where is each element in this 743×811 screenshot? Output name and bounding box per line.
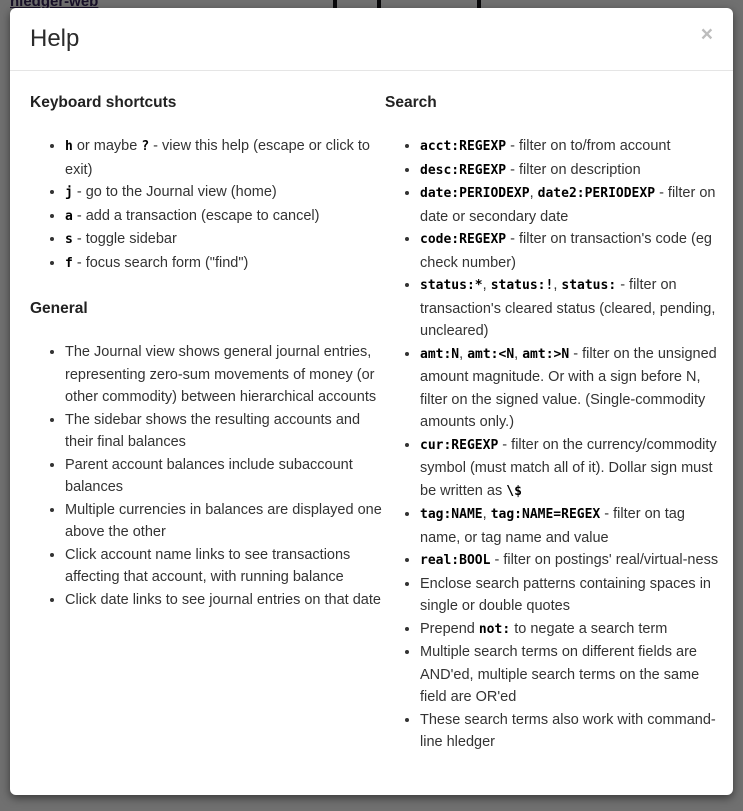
text-run: , bbox=[553, 277, 562, 293]
text-run: - go to the Journal view (home) bbox=[72, 184, 277, 200]
text-run: Click account name links to see transactions affecting that account, with running balance bbox=[65, 546, 351, 585]
text-run: to negate a search term bbox=[510, 620, 668, 637]
text-run: - view this help (escape or click to exit) bbox=[65, 138, 370, 178]
list-item bbox=[65, 544, 385, 589]
code-span: h bbox=[65, 139, 73, 154]
code-span: date2:PERIODEXP bbox=[537, 186, 656, 201]
text-run: - filter on to/from account bbox=[506, 138, 671, 154]
text-run: , bbox=[529, 185, 538, 201]
close-icon[interactable]: × bbox=[697, 22, 717, 47]
help-list bbox=[30, 135, 385, 275]
code-span: \$ bbox=[506, 483, 522, 499]
text-run: The Journal view shows general journal entries, representing zero-sum movements of money (or other commodity) between hierarchical accounts bbox=[65, 344, 377, 405]
code-span: a bbox=[65, 208, 73, 224]
list-item bbox=[420, 709, 721, 754]
text-run: Enclose search patterns containing spaces in single or double quotes bbox=[420, 575, 711, 614]
list-item bbox=[420, 182, 721, 228]
text-run: Multiple search terms on different fields are AND'ed, multiple search terms on the same field are OR'ed bbox=[420, 644, 700, 705]
list-item bbox=[420, 228, 721, 274]
list-item bbox=[65, 181, 385, 205]
list-item bbox=[420, 503, 721, 549]
text-run: Click date links to see journal entries on that date bbox=[65, 591, 381, 608]
text-run: - filter on date or secondary date bbox=[420, 185, 716, 225]
list-item bbox=[65, 228, 385, 252]
text-run: Multiple currencies in balances are displayed one above the other bbox=[65, 501, 382, 540]
list-item bbox=[420, 159, 721, 183]
text-run: - toggle sidebar bbox=[72, 231, 177, 247]
list-item bbox=[420, 343, 721, 434]
code-span: cur:REGEXP bbox=[420, 437, 499, 453]
code-span: date:PERIODEXP bbox=[420, 186, 530, 201]
help-list bbox=[30, 341, 385, 611]
list-item bbox=[65, 409, 385, 454]
text-run: - focus search form ("find") bbox=[72, 254, 249, 271]
list-item bbox=[65, 135, 385, 181]
text-run: - filter on postings' real/virtual-ness bbox=[490, 552, 719, 568]
text-run: , bbox=[482, 506, 491, 522]
code-span: desc:REGEXP bbox=[420, 162, 507, 178]
text-run: - filter on transaction's code (eg check number) bbox=[420, 231, 712, 271]
code-span: ? bbox=[141, 139, 150, 154]
code-span: status:! bbox=[490, 278, 554, 293]
list-item bbox=[420, 573, 721, 618]
code-span: tag:NAME=REGEX bbox=[490, 507, 601, 522]
code-span: s bbox=[65, 232, 73, 247]
code-span: tag:NAME bbox=[420, 507, 483, 522]
text-run: - filter on the unsigned amount magnitude. Or with a sign before N, filter on the signed value. (Single-commodity amounts only.) bbox=[420, 345, 717, 430]
text-run: - filter on the currency/commodity symbol (must match all of it). Dollar sign must be written as bbox=[420, 436, 717, 499]
code-span: not: bbox=[478, 621, 511, 637]
list-item bbox=[420, 434, 721, 504]
list-item bbox=[420, 618, 721, 642]
text-run: - add a transaction (escape to cancel) bbox=[72, 207, 320, 224]
list-item bbox=[65, 589, 385, 612]
help-list bbox=[385, 135, 721, 754]
code-span: amt:N bbox=[420, 346, 460, 362]
list-item bbox=[420, 135, 721, 159]
text-run: , bbox=[459, 345, 468, 362]
list-item bbox=[420, 274, 721, 343]
code-span: status:* bbox=[420, 278, 483, 293]
code-span: f bbox=[65, 255, 73, 271]
code-span: status: bbox=[561, 278, 617, 293]
text-run: - filter on transaction's cleared status (cleared, pending, uncleared) bbox=[420, 277, 716, 339]
section-heading: General bbox=[30, 300, 88, 317]
text-run: , bbox=[482, 277, 491, 293]
section-heading: Keyboard shortcuts bbox=[30, 94, 177, 111]
list-item bbox=[420, 641, 721, 709]
list-item bbox=[65, 252, 385, 276]
text-run: - filter on tag name, or tag name and value bbox=[420, 506, 685, 546]
text-run: , bbox=[514, 345, 523, 362]
code-span: j bbox=[65, 185, 73, 200]
modal-column-left bbox=[30, 91, 385, 611]
modal-title: Help bbox=[30, 25, 80, 52]
text-run: Parent account balances include subaccount balances bbox=[65, 456, 353, 495]
text-run: Prepend bbox=[420, 620, 479, 637]
list-item bbox=[420, 549, 721, 573]
code-span: amt:>N bbox=[522, 346, 570, 362]
code-span: acct:REGEXP bbox=[420, 139, 507, 154]
code-span: code:REGEXP bbox=[420, 232, 507, 247]
help-modal bbox=[10, 8, 733, 795]
code-span: real:BOOL bbox=[420, 553, 491, 568]
text-run: The sidebar shows the resulting accounts and their final balances bbox=[65, 411, 361, 450]
code-span: amt:<N bbox=[467, 346, 515, 362]
list-item bbox=[65, 499, 385, 544]
modal-column-right bbox=[385, 91, 721, 754]
text-run: or maybe bbox=[72, 138, 142, 154]
list-item bbox=[65, 205, 385, 229]
list-item bbox=[65, 454, 385, 499]
section-heading: Search bbox=[385, 94, 437, 111]
modal-header bbox=[10, 8, 733, 71]
text-run: - filter on description bbox=[506, 161, 641, 178]
list-item bbox=[65, 341, 385, 409]
text-run: These search terms also work with command-line hledger bbox=[420, 711, 716, 750]
modal-body bbox=[10, 71, 733, 769]
